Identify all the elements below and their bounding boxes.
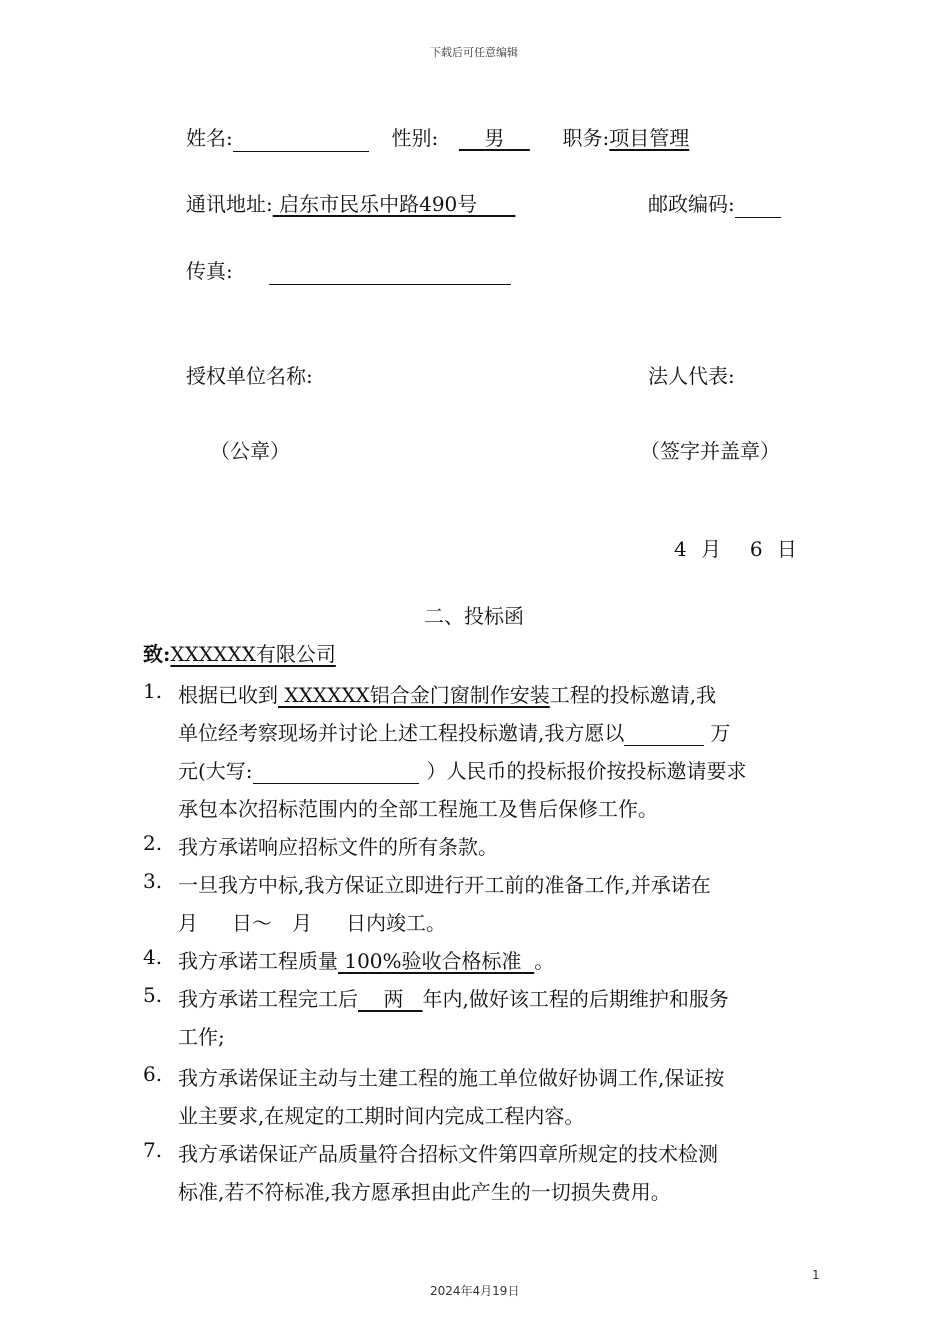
- contact-row-3: [186, 257, 511, 285]
- item-1-line-1: 根据已收到 XXXXXX铝合金门窗制作安装工程的投标邀请,我: [178, 683, 717, 707]
- item-5-line-1: 我方承诺工程完工后 两 年内,做好该工程的后期维护和服务: [178, 987, 729, 1011]
- item-3-line-1: 一旦我方中标,我方保证立即进行开工前的准备工作,并承诺在: [178, 873, 711, 897]
- fax-field: [269, 264, 511, 285]
- item-1-line-4: 承包本次招标范围内的全部工程施工及售后保修工作。: [178, 797, 658, 821]
- page-header-note: 下载后可任意编辑: [430, 46, 518, 59]
- item-6-line-1: 我方承诺保证主动与土建工程的施工单位做好协调工作,保证按: [178, 1066, 725, 1090]
- contact-row-1: [186, 124, 689, 152]
- price-field: [624, 725, 704, 746]
- seal-label: （公章）: [210, 439, 290, 463]
- auth-date: 4 月 6 日: [674, 537, 797, 561]
- item-7-line-2: 标准,若不符标准,我方愿承担由此产生的一切损失费用。: [178, 1180, 671, 1204]
- item-1-line-2: 单位经考察现场并讨论上述工程投标邀请,我方愿以 万: [178, 721, 731, 745]
- postcode-field: [735, 197, 781, 218]
- legal-rep-label: 法人代表:: [648, 364, 735, 388]
- position-label: 职务:: [562, 126, 610, 150]
- price-words-field: [253, 763, 419, 784]
- gender-value: 男: [484, 126, 505, 150]
- item-7-line-1: 我方承诺保证产品质量符合招标文件第四章所规定的技术检测: [178, 1142, 718, 1166]
- item-6-line-2: 业主要求,在规定的工期时间内完成工程内容。: [178, 1104, 585, 1128]
- address-label: 通讯地址:: [186, 192, 273, 216]
- footer-date: 2024年4月19日: [430, 1284, 520, 1298]
- item-1-line-3: 元(大写: ）人民币的投标报价按投标邀请要求: [178, 759, 747, 783]
- sign-label: （签字并盖章）: [640, 439, 780, 463]
- to-label: 致:: [143, 642, 171, 666]
- item-number: 6.: [143, 1062, 163, 1086]
- name-field: [233, 131, 369, 152]
- page-number: 1: [812, 1268, 820, 1282]
- item-number: 5.: [143, 983, 163, 1007]
- fax-label: 传真:: [186, 259, 233, 283]
- item-number: 7.: [143, 1138, 163, 1162]
- postcode-label: 邮政编码:: [648, 192, 735, 216]
- postcode-row: [648, 190, 781, 218]
- item-2-line-1: 我方承诺响应招标文件的所有条款。: [178, 835, 498, 859]
- name-label: 姓名:: [186, 126, 233, 150]
- address-value: 启东市民乐中路490号: [279, 192, 478, 216]
- letter-title: 二、投标函: [424, 604, 524, 628]
- item-3-line-2: 月 日～ 月 日内竣工。: [178, 911, 446, 935]
- item-5-line-2: 工作;: [178, 1025, 225, 1049]
- item-number: 3.: [143, 869, 163, 893]
- position-value: 项目管理: [609, 126, 690, 150]
- item-number: 1.: [143, 679, 163, 703]
- gender-label: 性别:: [391, 126, 439, 150]
- to-company: XXXXXX有限公司: [170, 642, 336, 666]
- item-4-line-1: 我方承诺工程质量 100%验收合格标准 。: [178, 949, 555, 973]
- authorized-unit-label: 授权单位名称:: [186, 364, 313, 388]
- item-number: 2.: [143, 831, 163, 855]
- contact-row-2: [186, 190, 515, 218]
- letter-recipient: [143, 640, 336, 668]
- item-number: 4.: [143, 945, 163, 969]
